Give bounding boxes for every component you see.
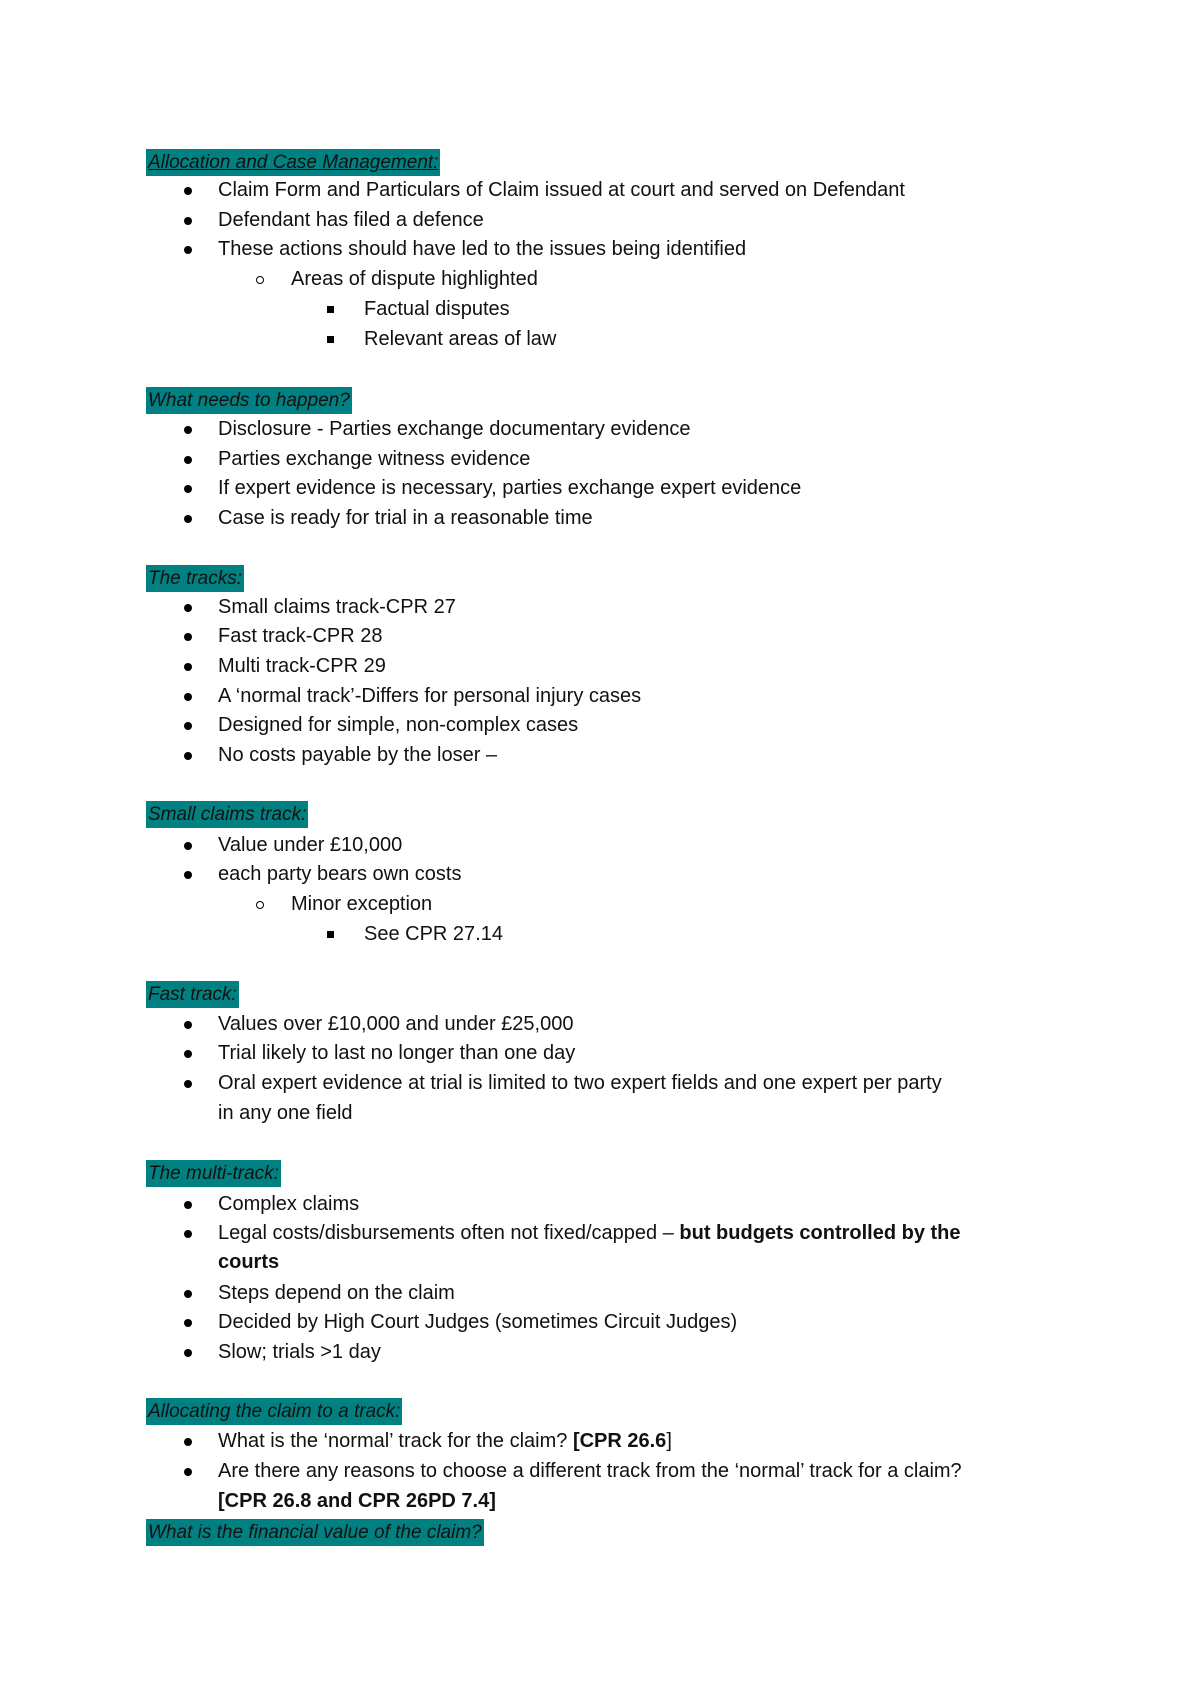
- section-heading-allocating: Allocating the claim to a track:: [146, 1398, 402, 1425]
- list-item: [218, 1070, 942, 1096]
- bullet-dot-icon: [184, 1191, 192, 1217]
- list-item-bold-text: [CPR 26.6: [572, 1430, 667, 1452]
- bullet-dot-icon: [184, 177, 192, 203]
- bullet-dot-icon: [184, 1309, 192, 1335]
- bullet-dot-icon: [184, 236, 192, 262]
- list-item: [218, 861, 461, 887]
- bullet-dot-icon: [184, 683, 192, 709]
- list-item-text: See CPR 27.14: [364, 923, 503, 945]
- list-subitem: [291, 891, 432, 917]
- list-item-bold-text: courts: [218, 1251, 280, 1273]
- list-item-text: No costs payable by the loser –: [218, 744, 498, 766]
- list-item-text: Slow; trials >1 day: [218, 1341, 381, 1363]
- list-item-text: Minor exception: [291, 893, 433, 915]
- bullet-square-icon: [327, 921, 334, 947]
- list-item-text: Defendant has filed a defence: [218, 209, 484, 231]
- list-item-text: Relevant areas of law: [364, 328, 557, 350]
- bullet-dot-icon: [184, 207, 192, 233]
- list-subsubitem: [364, 296, 510, 322]
- list-item-text: Multi track-CPR 29: [218, 655, 386, 677]
- list-item: [218, 475, 801, 501]
- list-item: [218, 594, 456, 620]
- list-item: [218, 177, 905, 203]
- bullet-dot-icon: [184, 594, 192, 620]
- list-item-text: Disclosure - Parties exchange documentary evidence: [218, 418, 691, 440]
- list-item-text: Factual disputes: [364, 298, 510, 320]
- bullet-dot-icon: [184, 1280, 192, 1306]
- bullet-dot-icon: [184, 1339, 192, 1365]
- bullet-dot-icon: [184, 832, 192, 858]
- list-item: [218, 1309, 737, 1335]
- list-item-text: Are there any reasons to choose a different track from the ‘normal’ track for a claim?: [218, 1460, 962, 1482]
- list-item-text: If expert evidence is necessary, parties exchange expert evidence: [218, 477, 802, 499]
- bullet-circle-icon: [256, 266, 264, 292]
- list-item-text: Case is ready for trial in a reasonable time: [218, 507, 593, 529]
- bullet-dot-icon: [184, 1011, 192, 1037]
- list-item-text: Small claims track-CPR 27: [218, 596, 456, 618]
- bullet-dot-icon: [184, 712, 192, 738]
- list-item-continuation: [218, 1488, 496, 1514]
- list-item-text: Parties exchange witness evidence: [218, 448, 531, 470]
- section-heading-small-claims: Small claims track:: [146, 801, 308, 828]
- bullet-dot-icon: [184, 742, 192, 768]
- list-item-bold-text: but budgets controlled by the: [679, 1222, 961, 1244]
- section-heading-fast-track: Fast track:: [146, 981, 239, 1008]
- list-item: [218, 1011, 573, 1037]
- list-item: [218, 832, 402, 858]
- bullet-dot-icon: [184, 475, 192, 501]
- list-item: [218, 1220, 961, 1246]
- list-item-text: Areas of dispute highlighted: [291, 268, 538, 290]
- list-item-text: Complex claims: [218, 1193, 360, 1215]
- list-item: [218, 1458, 962, 1484]
- bullet-dot-icon: [184, 505, 192, 531]
- list-item: [218, 653, 386, 679]
- section-heading-allocation: Allocation and Case Management:: [146, 149, 440, 176]
- list-item-text: Trial likely to last no longer than one day: [218, 1042, 576, 1064]
- list-item-text: Steps depend on the claim: [218, 1282, 455, 1304]
- bullet-dot-icon: [184, 861, 192, 887]
- list-item: [218, 742, 497, 768]
- list-item-text: Designed for simple, non-complex cases: [218, 714, 579, 736]
- bullet-dot-icon: [184, 1458, 192, 1484]
- list-item-text: Oral expert evidence at trial is limited to two expert fields and one expert per party: [218, 1072, 942, 1094]
- bullet-dot-icon: [184, 446, 192, 472]
- list-item-text: ]: [666, 1430, 672, 1452]
- list-item-text: Decided by High Court Judges (sometimes Circuit Judges): [218, 1311, 738, 1333]
- list-item: [218, 416, 690, 442]
- list-item: [218, 712, 578, 738]
- list-item: [218, 1428, 672, 1454]
- list-subsubitem: [364, 921, 503, 947]
- bullet-square-icon: [327, 296, 334, 322]
- bullet-square-icon: [327, 326, 334, 352]
- list-item-text: Claim Form and Particulars of Claim issued at court and served on Defendant: [218, 179, 905, 201]
- list-item-text: in any one field: [218, 1102, 353, 1124]
- list-item-text: Value under £10,000: [218, 834, 403, 856]
- section-heading-tracks: The tracks:: [146, 565, 244, 592]
- section-heading-what-needs: What needs to happen?: [146, 387, 352, 414]
- list-item-text: Legal costs/disbursements often not fixed/capped –: [218, 1222, 680, 1244]
- bullet-circle-icon: [256, 891, 264, 917]
- bullet-dot-icon: [184, 416, 192, 442]
- bullet-dot-icon: [184, 1220, 192, 1246]
- list-item-text: Fast track-CPR 28: [218, 625, 383, 647]
- bullet-dot-icon: [184, 653, 192, 679]
- list-item: [218, 1040, 575, 1066]
- bullet-dot-icon: [184, 1040, 192, 1066]
- list-item-bold-text: [CPR 26.8 and CPR 26PD 7.4]: [218, 1490, 496, 1512]
- list-item: [218, 623, 382, 649]
- list-item-text: What is the ‘normal’ track for the claim?: [218, 1430, 573, 1452]
- list-item: [218, 207, 484, 233]
- list-subitem: [291, 266, 538, 292]
- list-item: [218, 236, 746, 262]
- bullet-dot-icon: [184, 1070, 192, 1096]
- list-item-text: each party bears own costs: [218, 863, 462, 885]
- list-item-text: These actions should have led to the issues being identified: [218, 238, 747, 260]
- list-item: [218, 1280, 455, 1306]
- list-item-continuation: [218, 1100, 353, 1126]
- list-item: [218, 505, 593, 531]
- list-item-text: Values over £10,000 and under £25,000: [218, 1013, 574, 1035]
- section-heading-financial: What is the financial value of the claim?: [146, 1519, 484, 1546]
- list-item: [218, 683, 641, 709]
- list-item-continuation: [218, 1249, 279, 1275]
- bullet-dot-icon: [184, 1428, 192, 1454]
- section-heading-multi-track: The multi-track:: [146, 1160, 281, 1187]
- list-item: [218, 1339, 381, 1365]
- list-item: [218, 446, 530, 472]
- list-item: [218, 1191, 359, 1217]
- list-subsubitem: [364, 326, 556, 352]
- list-item-text: A ‘normal track’-Differs for personal injury cases: [218, 685, 642, 707]
- bullet-dot-icon: [184, 623, 192, 649]
